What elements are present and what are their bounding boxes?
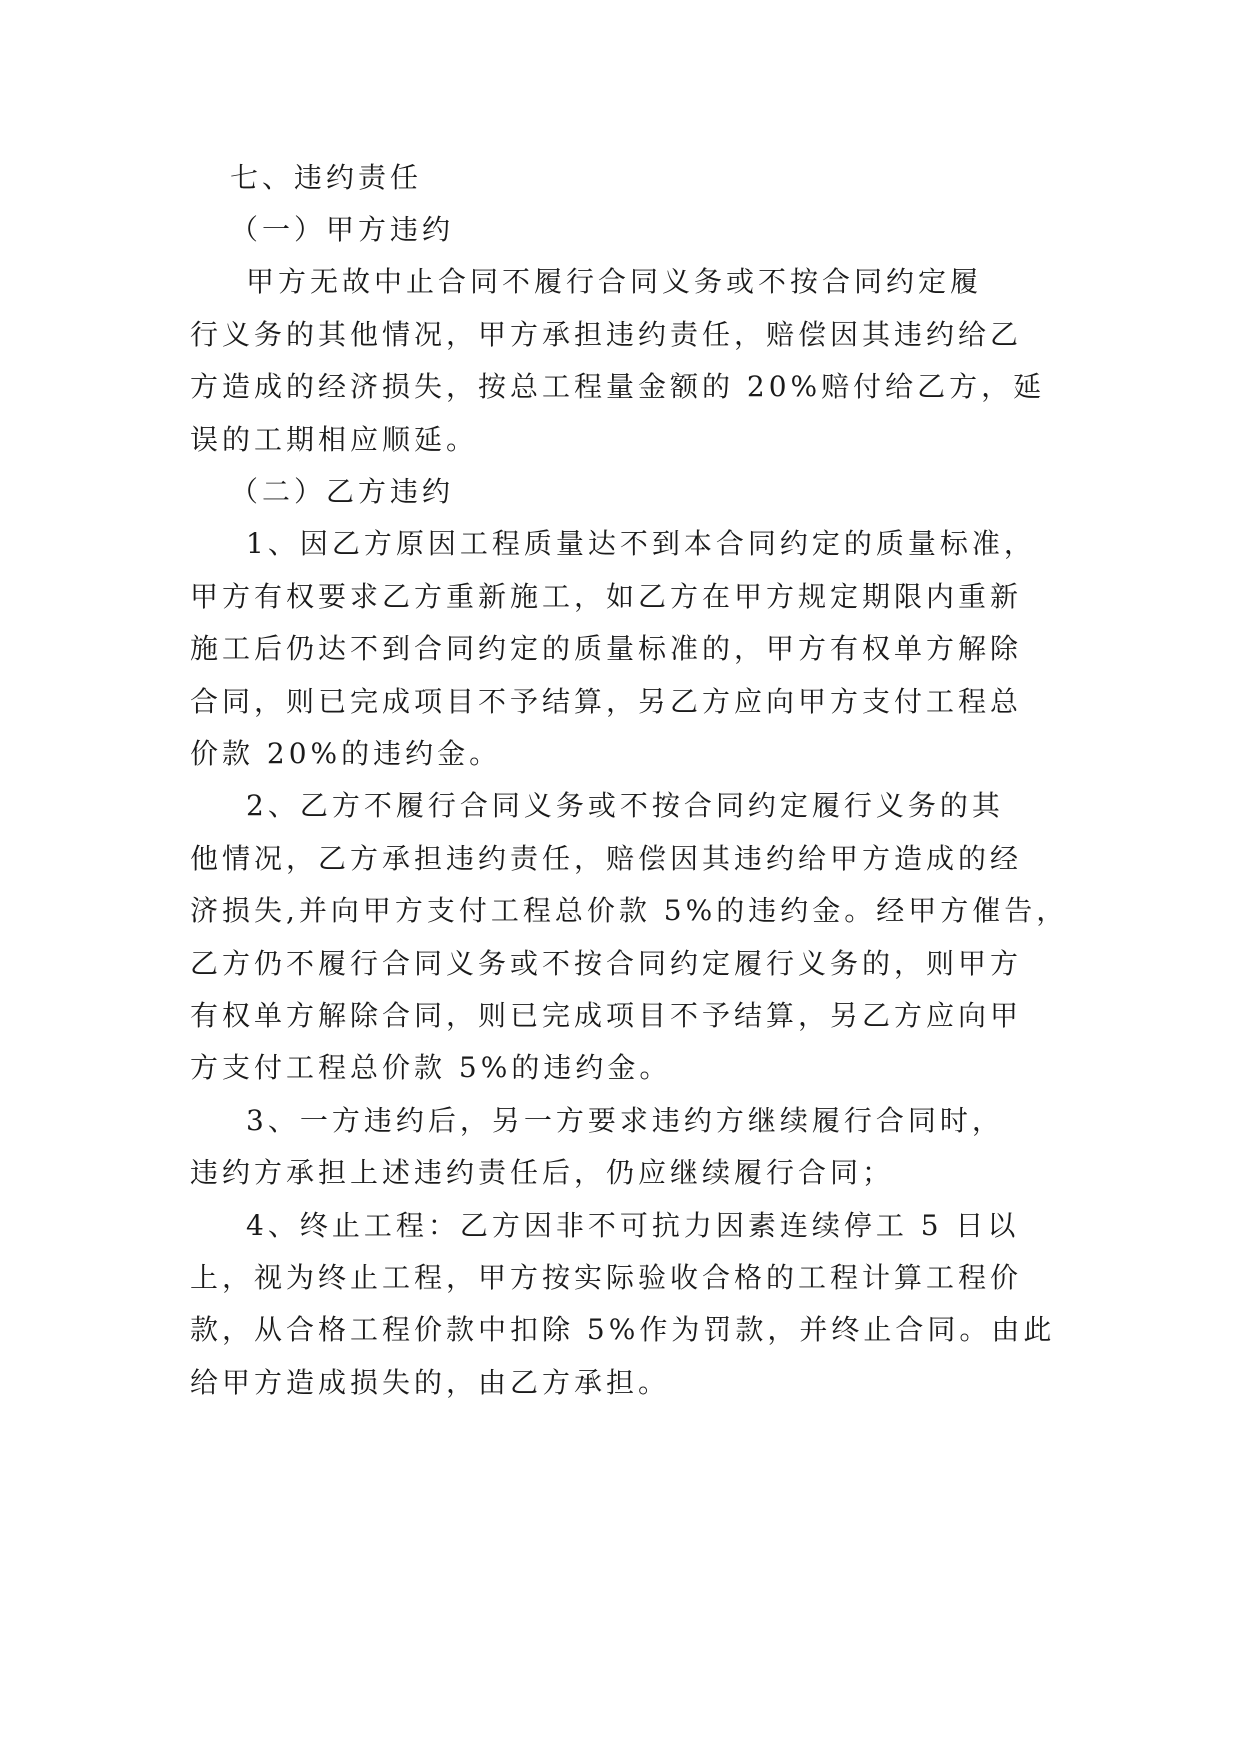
paragraph-line: 给甲方造成损失的，由乙方承担。 [190,1366,671,1399]
paragraph-line: 违约方承担上述违约责任后，仍应继续履行合同； [190,1156,895,1189]
paragraph-line: 甲方无故中止合同不履行合同义务或不按合同约定履 [246,265,983,298]
paragraph-line: 1、因乙方原因工程质量达不到本合同约定的质量标准， [246,527,1036,560]
section-heading: 七、违约责任 [230,161,423,194]
paragraph-line: 2、乙方不履行合同义务或不按合同约定履行义务的其 [246,789,1004,822]
paragraph-line: 甲方有权要求乙方重新施工，如乙方在甲方规定期限内重新 [190,580,1023,613]
paragraph-line: 3、一方违约后，另一方要求违约方继续履行合同时， [246,1104,1004,1137]
subsection-heading: （一）甲方违约 [230,213,455,246]
subsection-heading: （二）乙方违约 [230,475,455,508]
paragraph-line: 方造成的经济损失，按总工程量金额的 20%赔付给乙方，延 [190,370,1046,403]
paragraph-line: 行义务的其他情况，甲方承担违约责任，赔偿因其违约给乙 [190,318,1023,351]
paragraph-line: 上，视为终止工程，甲方按实际验收合格的工程计算工程价 [190,1261,1023,1294]
paragraph-line: 乙方仍不履行合同义务或不按合同约定履行义务的，则甲方 [190,947,1023,980]
paragraph-line: 他情况，乙方承担违约责任，赔偿因其违约给甲方造成的经 [190,842,1023,875]
paragraph-line: 款，从合格工程价款中扣除 5%作为罚款，并终止合同。由此 [190,1313,1056,1346]
paragraph-line: 4、终止工程：乙方因非不可抗力因素连续停工 5 日以 [246,1209,1020,1242]
paragraph-line: 价款 20%的违约金。 [190,737,502,770]
paragraph-line: 误的工期相应顺延。 [190,423,479,456]
paragraph-line: 合同，则已完成项目不予结算，另乙方应向甲方支付工程总 [190,685,1023,718]
paragraph-line: 方支付工程总价款 5%的违约金。 [190,1051,672,1084]
paragraph-line: 有权单方解除合同，则已完成项目不予结算，另乙方应向甲 [190,999,1023,1032]
paragraph-line: 施工后仍达不到合同约定的质量标准的，甲方有权单方解除 [190,632,1023,665]
paragraph-line: 济损失,并向甲方支付工程总价款 5%的违约金。经甲方催告， [190,894,1069,927]
